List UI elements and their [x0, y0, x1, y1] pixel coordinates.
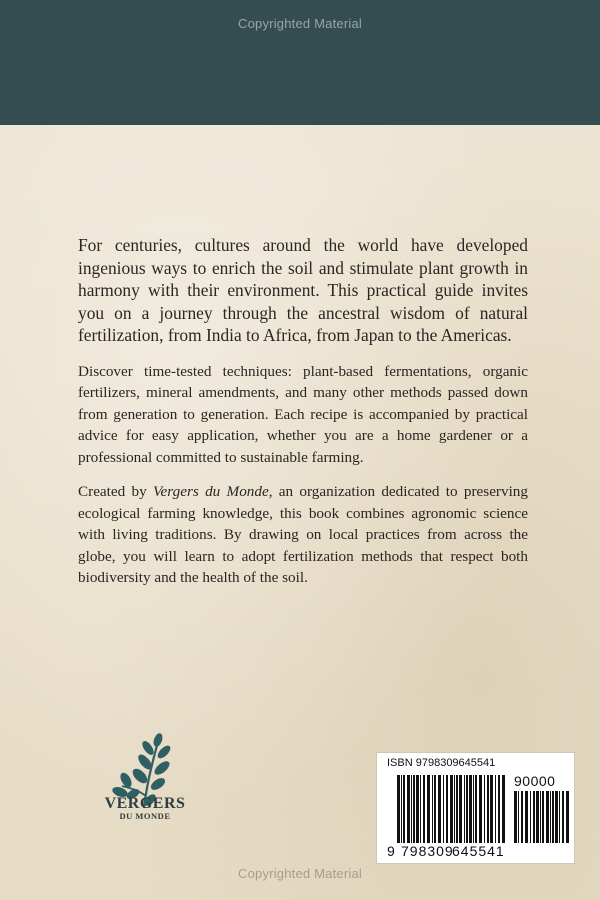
- watermark-bottom: Copyrighted Material: [238, 866, 362, 881]
- barcode-right-digits: 645541: [452, 843, 505, 859]
- isbn-label: ISBN 9798309645541: [387, 757, 496, 769]
- blurb-paragraph-2: Discover time-tested techniques: plant-based fermentations, organic fertilizers, mineral amendments, and many other methods passed down from generation to generation. Each recipe is accompanied by practical advice for easy application, whether you are a home gardener or a professional committed to sustainable farming.: [78, 362, 528, 466]
- isbn-barcode: [376, 752, 575, 864]
- blurb-paragraph-1: For centuries, cultures around the world have developed ingenious ways to enrich the soil and stimulate plant growth in harmony with their environment. This practical guide invites you on a journey through the ancestral wisdom of natural fertilization, from India to Africa, from Japan to the Americas.: [78, 235, 528, 345]
- barcode-left-digits: 798309: [401, 843, 454, 859]
- watermark-top: Copyrighted Material: [238, 16, 362, 31]
- logo-line-2: DU MONDE: [119, 811, 171, 821]
- price-code: 90000: [514, 773, 556, 789]
- blurb-p3-intro: Created by: [78, 483, 153, 500]
- blurb-paragraph-3: [78, 481, 528, 589]
- blurb: [78, 234, 528, 605]
- logo-line-1: VERGERS: [104, 795, 186, 812]
- blurb-p3-rest: , an organization dedicated to preserving ecological farming knowledge, this book combines agronomic science with living traditions. By drawing on local practices from across the globe, you will learn to adopt fertilization methods that respect both biodiversity and the health of the soil.: [78, 483, 528, 586]
- barcode-first-digit: 9: [387, 843, 396, 859]
- organization-name: Vergers du Monde: [152, 483, 269, 500]
- logo-wordmark: [95, 795, 195, 821]
